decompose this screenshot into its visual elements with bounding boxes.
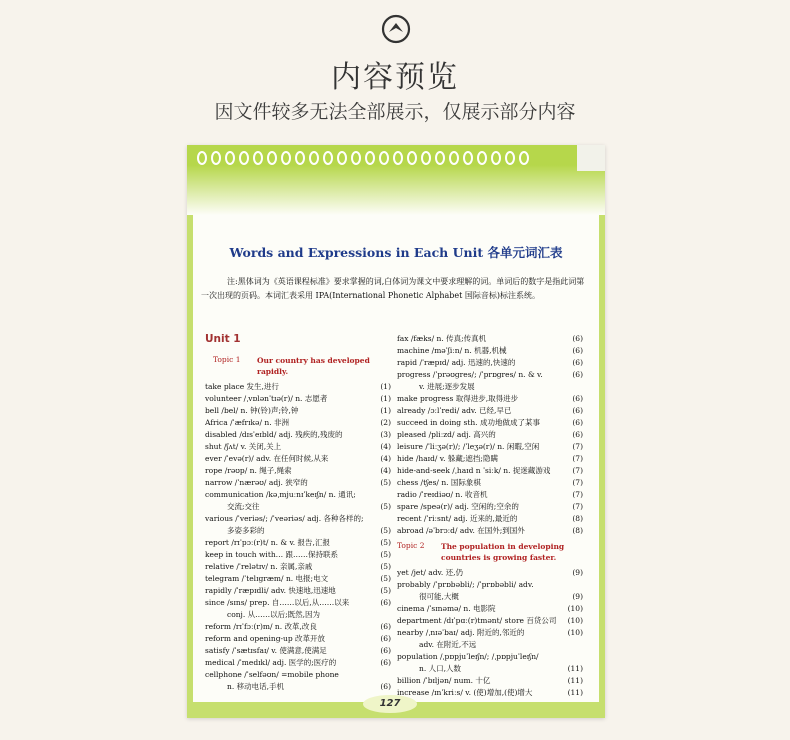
vocab-entry (397, 591, 583, 603)
ring-icon (323, 151, 333, 165)
vocab-text: keep in touch with… 跟……保持联系 (205, 550, 339, 559)
vocab-text: since /sɪns/ prep. 自……以后,从……以来 (205, 598, 350, 607)
vocab-text: cellphone /ˈselfəʊn/ =mobile phone (205, 670, 339, 679)
vocab-entry (205, 573, 391, 585)
vocab-text: spare /speə(r)/ adj. 空闲的;空余的 (397, 502, 519, 511)
vocab-entry (397, 639, 583, 651)
vocab-page-ref: (4) (380, 466, 391, 475)
vocab-page-ref: (4) (380, 454, 391, 463)
ring-icon (477, 151, 487, 165)
page-title: 内容预览 (331, 60, 459, 95)
vocab-entry (397, 405, 583, 417)
vocab-page-ref (561, 579, 583, 591)
left-entries (205, 381, 391, 693)
vocab-entry (397, 369, 583, 381)
vocab-entry (205, 561, 391, 573)
vocab-page-ref (369, 489, 391, 501)
vocab-page-ref: (11) (567, 688, 583, 697)
vocab-text: increase /ɪnˈkriːs/ v. (使)增加,(使)增大 (397, 688, 533, 697)
vocab-entry (205, 441, 391, 453)
vocab-text: leisure /ˈliːʒə(r)/; /ˈleʒə(r)/ n. 闲暇,空闲 (397, 442, 540, 451)
vocab-page-ref: (9) (572, 592, 583, 601)
vocab-text: probably /ˈprɒbəbli/; /ˈprɒbəbli/ adv. (397, 580, 534, 589)
binder-rings (197, 151, 529, 165)
vocab-text: already /ɔːlˈredi/ adv. 已经,早已 (397, 406, 512, 415)
vocab-text: rope /rəʊp/ n. 绳子,绳索 (205, 466, 292, 475)
top-green-band (187, 145, 605, 215)
vocab-page-ref (369, 609, 391, 621)
vocab-page-ref: (6) (380, 598, 391, 607)
vocab-text: shut /ʃʌt/ v. 关闭,关上 (205, 442, 282, 451)
vocab-entry (205, 537, 391, 549)
vocab-text: reform and opening-up 改革开放 (205, 634, 326, 643)
vocab-page-ref: (10) (567, 604, 583, 613)
topic-text: The population in developing countries is growing faster. (441, 542, 565, 562)
vocab-text: progress /ˈprəʊgres/; /ˈprɒgres/ n. & v. (397, 370, 543, 379)
vocab-entry (397, 477, 583, 489)
vocab-page-ref: (7) (572, 478, 583, 487)
vocab-entry (205, 633, 391, 645)
vocab-page-ref: (6) (572, 394, 583, 403)
ring-icon (295, 151, 305, 165)
vocab-text: relative /ˈrelətɪv/ n. 亲属,亲戚 (205, 562, 313, 571)
vocab-text: hide /haɪd/ v. 躲藏;遮挡;隐瞒 (397, 454, 498, 463)
ring-icon (365, 151, 375, 165)
vocab-entry (205, 681, 391, 693)
vocab-entry (205, 621, 391, 633)
vocab-entry (397, 603, 583, 615)
vocab-text: various /ˈveriəs/; /ˈveəriəs/ adj. 各种各样的; (205, 514, 364, 523)
vocab-text: yet /jet/ adv. 还,仍 (397, 568, 464, 577)
vocab-page-ref: (7) (572, 502, 583, 511)
vocab-text: 交流;交往 (227, 502, 260, 511)
vocab-page-ref: (7) (572, 442, 583, 451)
vocab-entry (397, 453, 583, 465)
vocab-text: nearby /ˌnɪəˈbaɪ/ adj. 附近的,邻近的 (397, 628, 525, 637)
vocab-text: fax /fæks/ n. 传真;传真机 (397, 334, 487, 343)
vocab-text: make progress 取得进步,取得进步 (397, 394, 519, 403)
page-corner (577, 145, 605, 171)
topic-heading (205, 355, 391, 377)
vocab-entry (205, 549, 391, 561)
book-page (187, 145, 605, 718)
topic-heading (397, 541, 583, 563)
vocab-text: n. 人口,人数 (419, 664, 461, 673)
vocab-entry (397, 417, 583, 429)
vocab-text: satisfy /ˈsætɪsfaɪ/ v. 使满意,使满足 (205, 646, 327, 655)
ring-icon (225, 151, 235, 165)
vocab-entry (205, 501, 391, 513)
ring-icon (463, 151, 473, 165)
vocab-page-ref: (4) (380, 442, 391, 451)
vocab-entry (397, 615, 583, 627)
vocab-text: bell /bel/ n. 钟(铃)声;铃,钟 (205, 406, 299, 415)
vocab-page-ref (561, 651, 583, 663)
vocab-text: department /dɪˈpɑː(r)tmənt/ store 百货公司 (397, 616, 557, 625)
ring-icon (505, 151, 515, 165)
vocab-entry (397, 687, 583, 699)
ring-icon (491, 151, 501, 165)
vocab-entry (397, 663, 583, 675)
vocab-text: disabled /dɪsˈeɪbld/ adj. 残疾的,残废的 (205, 430, 343, 439)
vocab-text: cinema /ˈsɪnəmə/ n. 电影院 (397, 604, 496, 613)
vocab-text: abroad /əˈbrɔːd/ adv. 在国外;到国外 (397, 526, 525, 535)
vocab-entry (397, 489, 583, 501)
vocab-entry (205, 477, 391, 489)
vocab-text: telegram /ˈtelɪgræm/ n. 电报;电文 (205, 574, 329, 583)
vocab-page-ref: (10) (567, 628, 583, 637)
unit-title: Unit 1 (205, 333, 241, 345)
vocab-entry (397, 381, 583, 393)
vocab-page-ref: (8) (572, 514, 583, 523)
vocab-entry (397, 651, 583, 663)
vocab-text: hide-and-seek /ˌhaɪd n ˈsiːk/ n. 捉迷藏游戏 (397, 466, 551, 475)
vocab-page-ref: (6) (572, 370, 583, 379)
vocab-page-ref: (6) (380, 658, 391, 667)
vocab-text: medical /ˈmedɪkl/ adj. 医学的;医疗的 (205, 658, 337, 667)
ring-icon (239, 151, 249, 165)
vocab-page-ref: (6) (380, 682, 391, 691)
vocab-entry (397, 465, 583, 477)
vocab-text: population /ˌpɒpjuˈleɪʃn/; /ˌpɒpjuˈleɪʃn/ (397, 652, 539, 661)
vocab-entry (397, 513, 583, 525)
vocab-text: 多姿多彩的 (227, 526, 265, 535)
vocab-entry (205, 417, 391, 429)
vocab-text: v. 进展;逐步发展 (419, 382, 475, 391)
vocab-page-ref: (8) (572, 526, 583, 535)
vocab-entry (205, 597, 391, 609)
vocab-entry (205, 525, 391, 537)
ring-icon (253, 151, 263, 165)
ring-icon (393, 151, 403, 165)
ring-icon (449, 151, 459, 165)
vocab-page-ref: (5) (380, 538, 391, 547)
vocab-page-ref: (5) (380, 574, 391, 583)
vocab-page-ref: (6) (572, 346, 583, 355)
page-number: 127 (363, 695, 417, 713)
vocab-page-ref: (6) (572, 334, 583, 343)
vocab-entry (205, 657, 391, 669)
ring-icon (309, 151, 319, 165)
vocab-page-ref (369, 669, 391, 681)
topic-label: Topic 1 (213, 355, 241, 364)
vocab-entry (397, 501, 583, 513)
vocab-page-ref: (10) (567, 616, 583, 625)
vocab-entry (205, 381, 391, 393)
vocab-page-ref: (3) (380, 430, 391, 439)
vocab-text: rapid /ˈræpɪd/ adj. 迅速的,快速的 (397, 358, 516, 367)
vocab-page-ref: (6) (380, 622, 391, 631)
vocab-page-ref: (9) (572, 568, 583, 577)
vocab-page-ref: (6) (572, 406, 583, 415)
vocab-entry (397, 525, 583, 537)
vocab-page-ref: (5) (380, 502, 391, 511)
vocab-text: 很可能,大概 (419, 592, 459, 601)
vocab-entry (397, 627, 583, 639)
vocab-entry (397, 675, 583, 687)
vocab-entry (205, 669, 391, 681)
vocab-entry (397, 441, 583, 453)
left-column (205, 333, 391, 693)
vocab-entry (205, 405, 391, 417)
vocab-text: machine /məˈʃiːn/ n. 机器,机械 (397, 346, 507, 355)
vocab-page-ref: (2) (380, 418, 391, 427)
topic-label: Topic 2 (397, 541, 425, 550)
vocab-entry (205, 513, 391, 525)
vocab-page-ref: (6) (572, 418, 583, 427)
vocab-page-ref: (5) (380, 586, 391, 595)
vocab-entry (397, 567, 583, 579)
vocab-entry (205, 585, 391, 597)
ring-icon (337, 151, 347, 165)
vocab-entry (205, 393, 391, 405)
vocab-page-ref: (11) (567, 664, 583, 673)
vocab-page-ref: (5) (380, 526, 391, 535)
book-title: Words and Expressions in Each Unit 各单元词汇表 (229, 245, 563, 260)
ring-icon (211, 151, 221, 165)
vocab-text: recent /ˈriːsnt/ adj. 近来的,最近的 (397, 514, 518, 523)
vocab-page-ref: (5) (380, 478, 391, 487)
vocab-text: pleased /pliːzd/ adj. 高兴的 (397, 430, 496, 439)
vocab-text: conj. 从……以后;既然,因为 (227, 610, 321, 619)
up-arrow-circle-icon (381, 14, 411, 44)
vocab-page-ref: (11) (567, 676, 583, 685)
ring-icon (519, 151, 529, 165)
vocab-text: Africa /ˈæfrɪkə/ n. 非洲 (205, 418, 289, 427)
topic-text: Our country has developed rapidly. (257, 356, 370, 376)
vocab-entry (397, 579, 583, 591)
vocab-text: volunteer /ˌvɒlənˈtɪə(r)/ n. 志愿者 (205, 394, 328, 403)
ring-icon (421, 151, 431, 165)
vocab-text: narrow /ˈnærəʊ/ adj. 狭窄的 (205, 478, 308, 487)
ring-icon (281, 151, 291, 165)
vocab-page-ref: (6) (572, 430, 583, 439)
ring-icon (435, 151, 445, 165)
vocab-text: communication /kəˌmjuːnɪˈkeɪʃn/ n. 通讯; (205, 490, 356, 499)
right-entries-bottom (397, 567, 583, 699)
vocab-page-ref: (7) (572, 490, 583, 499)
vocab-entry (205, 465, 391, 477)
vocab-text: billion /ˈbɪljən/ num. 十亿 (397, 676, 491, 685)
right-entries-top (397, 333, 583, 537)
ring-icon (379, 151, 389, 165)
vocab-page-ref: (1) (380, 394, 391, 403)
right-green-border (599, 215, 605, 718)
vocab-page-ref: (5) (380, 562, 391, 571)
vocab-page-ref (561, 381, 583, 393)
right-column (397, 333, 583, 699)
vocab-page-ref: (7) (572, 466, 583, 475)
vocab-page-ref: (1) (380, 406, 391, 415)
vocab-entry (205, 453, 391, 465)
vocab-entry (205, 609, 391, 621)
vocab-text: radio /ˈreɪdiəʊ/ n. 收音机 (397, 490, 488, 499)
vocab-entry (397, 333, 583, 345)
vocab-page-ref: (6) (572, 358, 583, 367)
vocab-page-ref: (5) (380, 550, 391, 559)
vocab-entry (205, 429, 391, 441)
vocab-text: take place 发生,进行 (205, 382, 279, 391)
vocab-text: ever /ˈevə(r)/ adv. 在任何时候,从来 (205, 454, 329, 463)
vocab-page-ref: (7) (572, 454, 583, 463)
ring-icon (197, 151, 207, 165)
vocab-text: n. 移动电话,手机 (227, 682, 284, 691)
vocab-text: rapidly /ˈræpɪdli/ adv. 快速地,迅速地 (205, 586, 336, 595)
vocab-entry (205, 645, 391, 657)
vocab-text: report /rɪˈpɔː(r)t/ n. & v. 报告,汇报 (205, 538, 330, 547)
vocab-entry (397, 393, 583, 405)
book-note: 注:黑体词为《英语课程标准》要求掌握的词,白体词为课文中要求理解的词。单词后的数字是指此词第一次出现的页码。本词汇表采用 IPA(International Phonetic Alphabet 国际音标)标注系统。 (201, 277, 585, 300)
vocab-text: succeed in doing sth. 成功地做成了某事 (397, 418, 540, 427)
vocab-page-ref: (6) (380, 634, 391, 643)
vocab-entry (397, 345, 583, 357)
ring-icon (407, 151, 417, 165)
vocab-text: reform /rɪˈfɔː(r)m/ n. 改革,改良 (205, 622, 317, 631)
page-subtitle: 因文件较多无法全部展示，仅展示部分内容 (214, 101, 576, 123)
vocab-page-ref (369, 513, 391, 525)
vocab-text: adv. 在附近,不远 (419, 640, 477, 649)
vocab-entry (205, 489, 391, 501)
ring-icon (351, 151, 361, 165)
vocab-page-ref (561, 639, 583, 651)
left-green-border (187, 215, 193, 718)
vocab-entry (397, 357, 583, 369)
vocab-page-ref: (1) (380, 382, 391, 391)
vocab-text: chess /tʃes/ n. 国际象棋 (397, 478, 481, 487)
vocab-entry (397, 429, 583, 441)
ring-icon (267, 151, 277, 165)
vocab-page-ref: (6) (380, 646, 391, 655)
